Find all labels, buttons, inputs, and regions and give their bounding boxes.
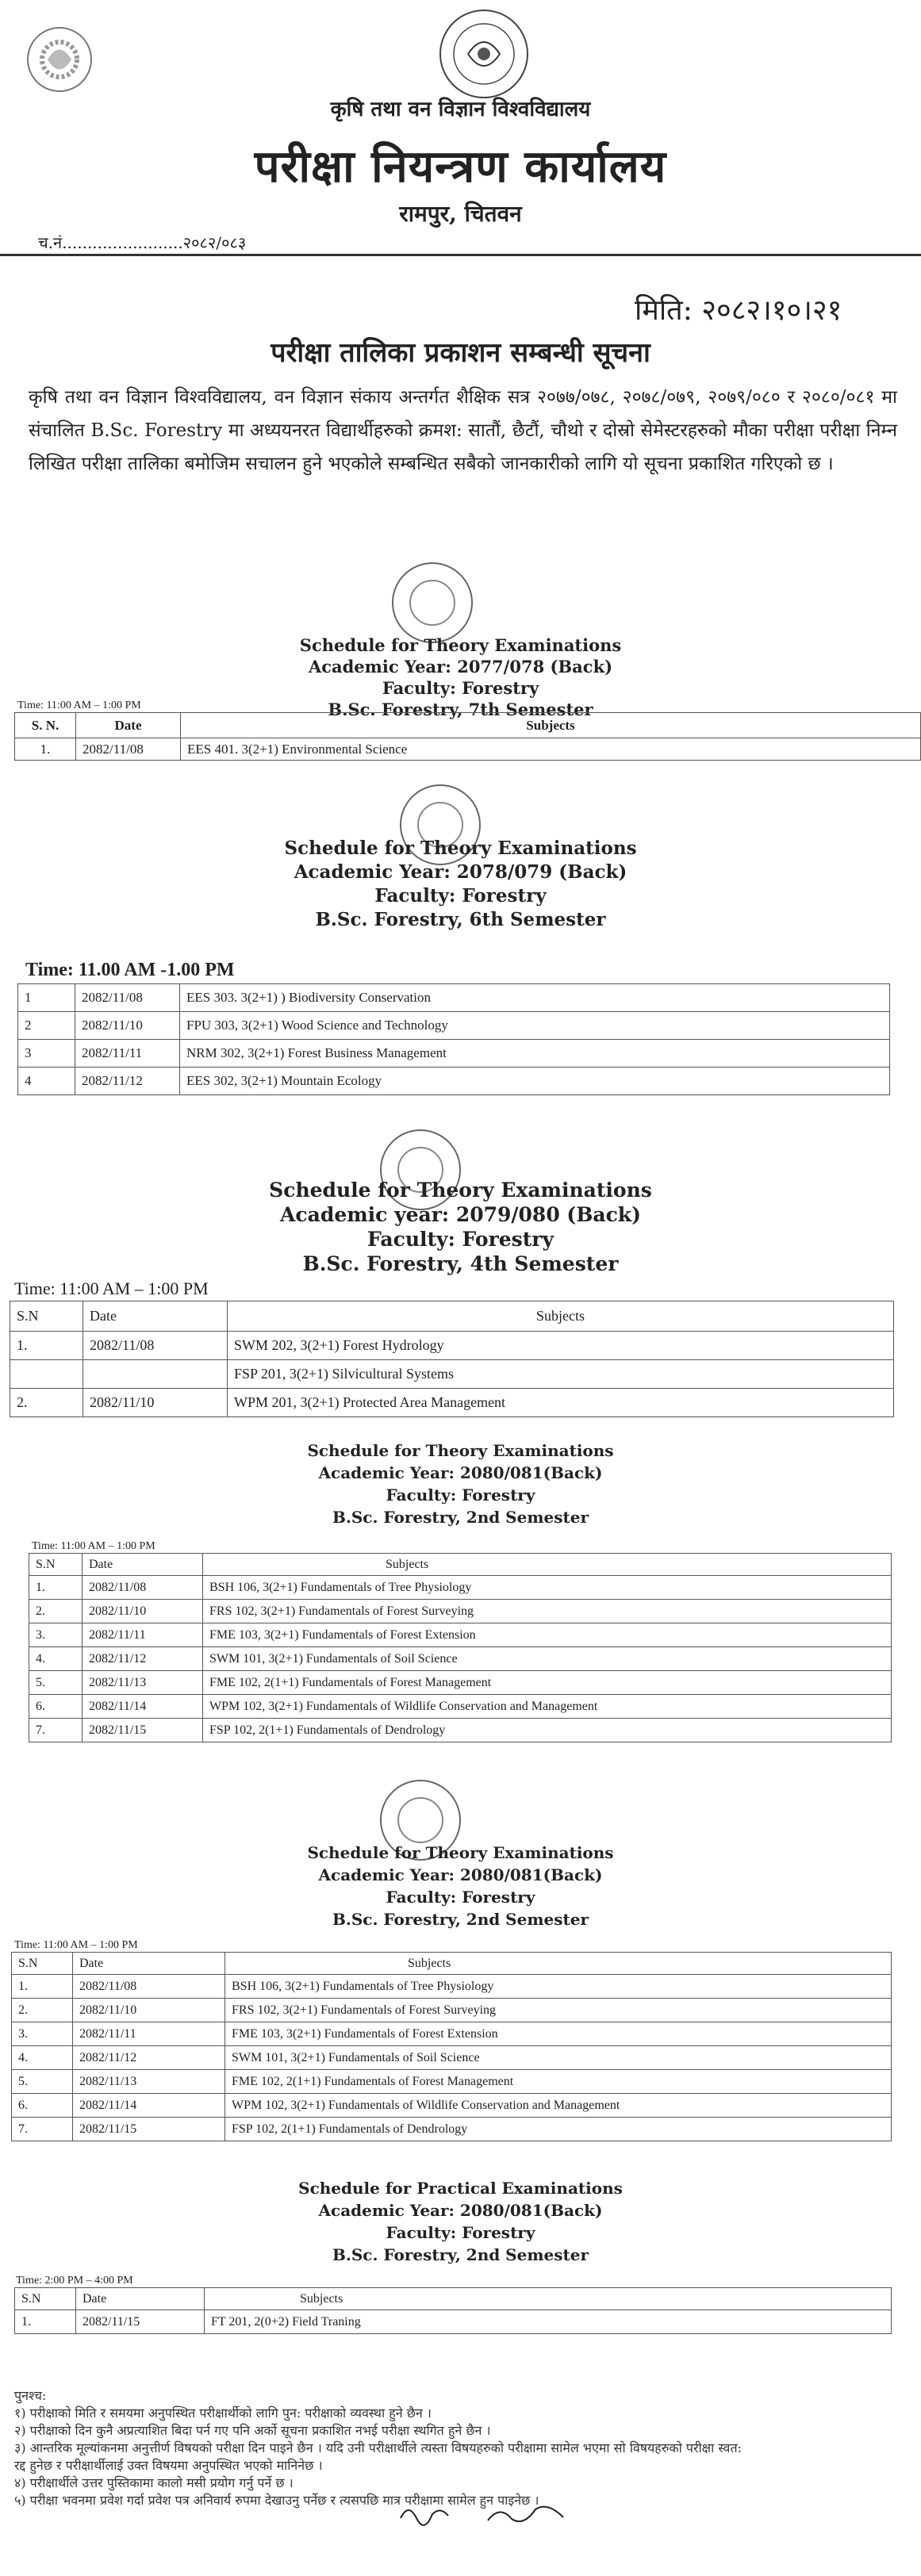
header-divider: [0, 254, 921, 256]
footnote-item: रद्द हुनेछ र परीक्षार्थीलाई उक्त विषयमा अनुपस्थित भएको मानिनेछ ।: [14, 2458, 323, 2473]
exam-time: Time: 11.00 AM -1.00 PM: [25, 960, 235, 980]
exam-table: [17, 983, 890, 1095]
office-name: परीक्षा नियन्त्रण कार्यालय: [254, 140, 667, 193]
table-row: 6. 2082/11/14 WPM 102, 3(2+1) Fundamentals of Wildlife Conservation and Management: [29, 1695, 892, 1719]
table-row: 6. 2082/11/14 WPM 102, 3(2+1) Fundamentals of Wildlife Conservation and Management: [12, 2094, 892, 2118]
schedule-heading: Schedule for Practical Examinations Academic Year: 2080/081(Back) Faculty: Forestry B.Sc. Forestry, 2nd Semester: [298, 2179, 623, 2264]
university-name: कृषि तथा वन विज्ञान विश्वविद्यालय: [330, 98, 591, 121]
notice-title: परीक्षा तालिका प्रकाशन सम्बन्धी सूचना: [271, 337, 650, 369]
table-row: 4 2082/11/12 EES 302, 3(2+1) Mountain Ecology: [18, 1068, 890, 1095]
table-row: 1. 2082/11/08 EES 401. 3(2+1) Environmental Science: [15, 738, 921, 761]
table-row: 5. 2082/11/13 FME 102, 2(1+1) Fundamentals of Forest Management: [12, 2070, 892, 2094]
table-row: 3 2082/11/11 NRM 302, 3(2+1) Forest Business Management: [18, 1040, 890, 1068]
table-row: 2 2082/11/10 FPU 303, 3(2+1) Wood Science and Technology: [18, 1012, 890, 1040]
table-row: 3. 2082/11/11 FME 103, 3(2+1) Fundamentals of Forest Extension: [12, 2022, 892, 2046]
notice-body: कृषि तथा वन विज्ञान विश्वविद्यालय, वन विज्ञान संकाय अन्तर्गत शैक्षिक सत्र २०७७/०७८, २०७८/०७९, २०७९/०८० र २०८०/०८१ मा संचालित B.Sc. Forestry मा अध्ययनरत विद्यार्थीहरुको क्रमश: सातौं, छैटौं, चौथो र दोस्रो सेमेस्टरहरुको मौका परीक्षा परीक्षा निम्न लिखित परीक्षा तालिका बमोजिम सचालन हुने भएकोले सम्बन्धित सबैको जानकारीको लागि यो सूचना प्रकाशित गरिएको छ ।: [29, 387, 897, 474]
exam-table: S.N Date Subjects 1. 2082/11/08 BSH 106, 3(2+1) Fundamentals of Tree Physiology 2. 2082/11/10 FRS 102, 3(2+1) Fundamentals of Forest Surveying 3. 2082/11/11 FME 103, 3(2+1) Fundamentals of Forest Extension 4. 2082/11/12 SWM 101, 3(2+1) Fundamentals of Soil Science 5. 2082/11/13 FME 102, 2(1+1) Fundamentals of Forest Management 6. 2082/11/14 WPM 102, 3(2+1) Fundamentals of Wildlife Conservation and Management 7. 2082/11/15 FSP 102, 2(1+1) Fundamentals of Dendrology: [11, 1952, 892, 2141]
exam-table: S. N. Date Subjects 1. 2082/11/08 EES 401. 3(2+1) Environmental Science: [14, 712, 921, 761]
table-row: 7. 2082/11/15 FSP 102, 2(1+1) Fundamentals of Dendrology: [29, 1719, 892, 1742]
signature: [397, 2498, 452, 2533]
table-row: 7. 2082/11/15 FSP 102, 2(1+1) Fundamentals of Dendrology: [12, 2118, 892, 2141]
schedule-heading: Schedule for Theory Examinations Academic Year: 2080/081(Back) Faculty: Forestry B.Sc. Forestry, 2nd Semester: [307, 1441, 614, 1527]
signature: [484, 2498, 571, 2533]
table-row: 2. 2082/11/10 FRS 102, 3(2+1) Fundamentals of Forest Surveying: [29, 1600, 892, 1623]
footnote-heading: पुनश्च:: [14, 2388, 47, 2403]
schedule-heading: Schedule for Theory Examinations Academic Year: 2080/081(Back) Faculty: Forestry B.Sc. Forestry, 2nd Semester: [307, 1843, 614, 1929]
exam-table: S.N Date Subjects 1. 2082/11/15 FT 201, 2(0+2) Field Traning: [14, 2287, 892, 2334]
table-row: 4. 2082/11/12 SWM 101, 3(2+1) Fundamentals of Soil Science: [12, 2046, 892, 2070]
seal-stamp: [389, 559, 476, 646]
schedule-heading: Schedule for Theory Examinations Academic Year: 2077/078 (Back) Faculty: Forestry B.Sc. Forestry, 7th Semester: [299, 635, 622, 719]
notice-date: मिति: २०८२।१०।२१: [635, 294, 842, 327]
exam-time: Time: 11:00 AM – 1:00 PM: [17, 700, 141, 711]
schedule-heading: Schedule for Theory Examinations Academic Year: 2078/079 (Back) Faculty: Forestry B.Sc. Forestry, 6th Semester: [284, 838, 637, 930]
exam-table: S.N Date Subjects 1. 2082/11/08 SWM 202, 3(2+1) Forest Hydrology FSP 201, 3(2+1) Silvicultural Systems 2. 2082/11/10 WPM 201, 3(2+1) Protected Area Management: [10, 1301, 894, 1417]
footnote-item: ४) परीक्षार्थीले उत्तर पुस्तिकामा कालो मसी प्रयोग गर्नु पर्ने छ ।: [14, 2475, 294, 2490]
table-row: FSP 201, 3(2+1) Silvicultural Systems: [10, 1360, 894, 1389]
table-row: 4. 2082/11/12 SWM 101, 3(2+1) Fundamentals of Soil Science: [29, 1647, 892, 1671]
table-row: 1. 2082/11/08 BSH 106, 3(2+1) Fundamentals of Tree Physiology: [29, 1576, 892, 1600]
office-address: रामपुर, चितवन: [399, 201, 522, 227]
footnote-item: २) परीक्षाको दिन कुनै अप्रत्याशित बिदा पर्न गए पनि अर्को सूचना प्रकाशित नभई परीक्षा स्थगित हुने छैन ।: [14, 2423, 491, 2438]
table-row: 2. 2082/11/10 FRS 102, 3(2+1) Fundamentals of Forest Surveying: [12, 1999, 892, 2022]
table-row: 3. 2082/11/11 FME 103, 3(2+1) Fundamentals of Forest Extension: [29, 1623, 892, 1647]
footnote-item: १) परीक्षाको मिति र समयमा अनुपस्थित परीक्षार्थीको लागि पुन: परीक्षाको व्यवस्था हुने छैन ।: [14, 2405, 432, 2421]
footnotes: [14, 2387, 911, 2509]
table-row: 1 2082/11/08 EES 303. 3(2+1) ) Biodiversity Conservation: [18, 984, 890, 1012]
exam-table: S.N Date Subjects 1. 2082/11/08 BSH 106, 3(2+1) Fundamentals of Tree Physiology 2. 2082/11/10 FRS 102, 3(2+1) Fundamentals of Forest Surveying 3. 2082/11/11 FME 103, 3(2+1) Fundamentals of Forest Extension 4. 2082/11/12 SWM 101, 3(2+1) Fundamentals of Soil Science 5. 2082/11/13 FME 102, 2(1+1) Fundamentals of Forest Management 6. 2082/11/14 WPM 102, 3(2+1) Fundamentals of Wildlife Conservation and Management 7. 2082/11/15 FSP 102, 2(1+1) Fundamentals of Dendrology: [29, 1553, 892, 1742]
footnote-item: ३) आन्तरिक मूल्यांकनमा अनुत्तीर्ण विषयको परीक्षा दिन पाइने छैन । यदि उनी परीक्षार्थीले त्यस्ता विषयहरुको परीक्षामा सामेल भएमा सो विषयहरुको परीक्षा स्वत:: [14, 2440, 742, 2455]
exam-time: Time: 2:00 PM – 4:00 PM: [16, 2275, 133, 2287]
university-logo: [413, 6, 555, 102]
exam-time: Time: 11:00 AM – 1:00 PM: [32, 1540, 155, 1552]
table-row: 1. 2082/11/15 FT 201, 2(0+2) Field Traning: [15, 2310, 892, 2334]
table-row: 1. 2082/11/08 BSH 106, 3(2+1) Fundamentals of Tree Physiology: [12, 1975, 892, 1999]
exam-time: Time: 11:00 AM – 1:00 PM: [14, 1939, 138, 1951]
reference-number: च.नं........................२०८२/०८३: [38, 233, 247, 252]
table-row: 2. 2082/11/10 WPM 201, 3(2+1) Protected Area Management: [10, 1389, 894, 1417]
exam-time: Time: 11:00 AM – 1:00 PM: [14, 1278, 209, 1298]
schedule-heading: Schedule for Theory Examinations Academic year: 2079/080 (Back) Faculty: Forestry B.Sc. Forestry, 4th Semester: [269, 1179, 652, 1275]
table-row: 5. 2082/11/13 FME 102, 2(1+1) Fundamentals of Forest Management: [29, 1671, 892, 1695]
table-row: 1. 2082/11/08 SWM 202, 3(2+1) Forest Hydrology: [10, 1332, 894, 1360]
footnote-item: ५) परीक्षा भवनमा प्रवेश गर्दा प्रवेश पत्र अनिवार्य रुपमा देखाउनु पर्नेछ र त्यसपछि मात्र परीक्षामा सामेल हुन पाइनेछ ।: [14, 2493, 539, 2508]
